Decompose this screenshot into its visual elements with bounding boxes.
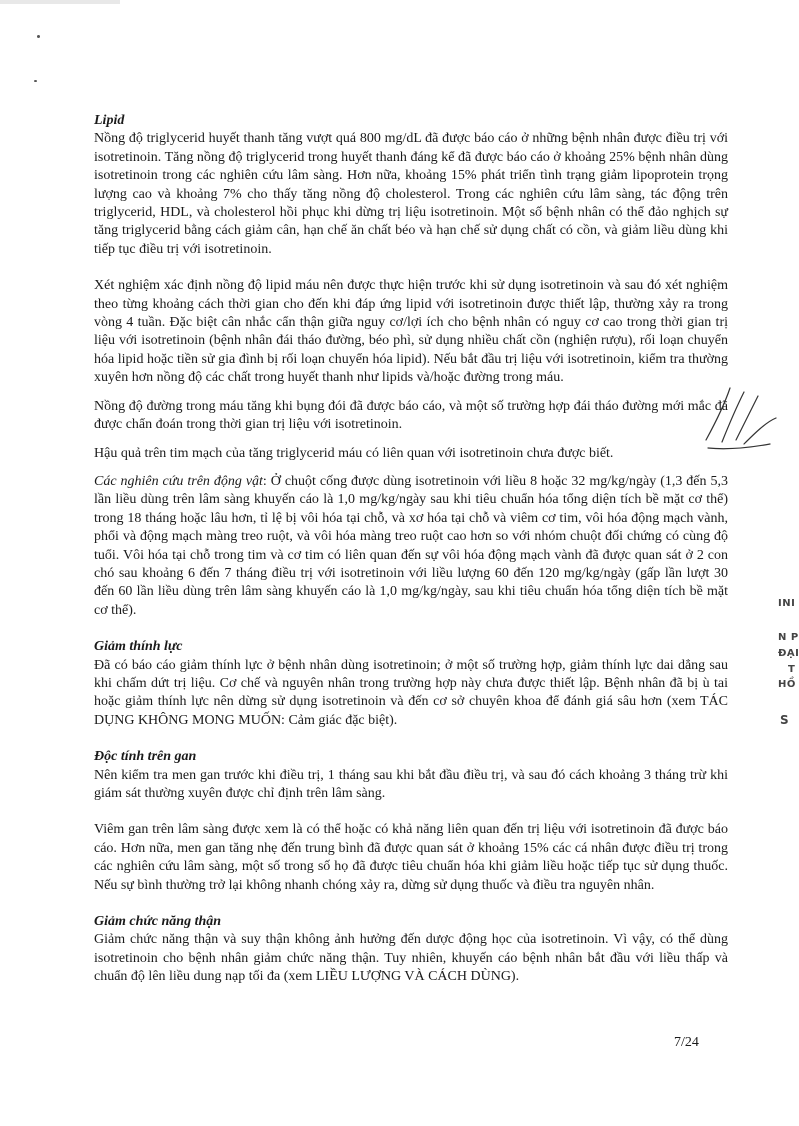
animal-study-text: : Ở chuột cống được dùng isotretinoin với liều 8 hoặc 32 mg/kg/ngày (1,3 đến 5,3 lần liều dùng trên lâm sàng khuyến cáo là 1,0 mg/kg/ngày sau khi tiêu chuẩn hóa tổng diện tích bề mặt cơ thể) trong 18 tháng hoặc lâu hơn, tỉ lệ bị vôi hóa tại chỗ, và xơ hóa tại chỗ và viêm cơ tim, vôi hóa động mạch vành, phổi và động mạch màng treo ruột, và vôi hóa màng treo ruột cao hơn so với nhóm chuột đối chứng có cùng độ tuổi. Vôi hóa tại chỗ trong tim và cơ tim có liên quan đến sự vôi hóa động mạch vành đã được quan sát ở 2 con chó sau khoảng 6 đến 7 tháng điều trị với isotretinoin với liều lượng 60 đến 120 mg/kg/ngày (gấp lần lượt 30 đến 60 lần liều dùng trên lâm sàng khuyến cáo là 1,0 mg/kg/ngày, sau khi tiêu chuẩn hóa tổng diện tích bề mặt cơ thể).	[94, 473, 728, 618]
scan-edge-smudge	[0, 0, 120, 4]
edge-fragment: ĐẠI	[778, 648, 799, 659]
page-number: 7/24	[674, 1035, 699, 1050]
edge-fragment: T	[788, 664, 796, 675]
paragraph: Xét nghiệm xác định nồng độ lipid máu nên được thực hiện trước khi sử dụng isotretinoin và sau đó xét nghiệm theo từng khoảng cách thời gian cho đến khi đáp ứng lipid với isotretinoin được thiết lập, thường xảy ra trong vòng 4 tuần. Đặc biệt cân nhắc cẩn thận giữa nguy cơ/lợi ích cho bệnh nhân có nguy cơ cao trong thời gian trị liệu với isotretinoin (bệnh nhân đái tháo đường, béo phì, sử dụng nhiều chất cồn (nghiện rượu), rối loạn chuyển hóa lipid hoặc tiền sử gia đình bị rối loạn chuyển hóa lipid). Nếu bắt đầu trị liệu với isotretinoin, kiểm tra thường xuyên hơn nồng độ các chất trong huyết thanh như lipids và/hoặc đường trong máu.	[94, 278, 728, 386]
paragraph: Giảm chức năng thận và suy thận không ảnh hưởng đến dược động học của isotretinoin. Vì vậy, có thể dùng isotretinoin cho bệnh nhân giảm chức năng thận. Tuy nhiên, khuyến cáo bệnh nhân bắt đầu với liều thấp và chuẩn độ lên liều dung nạp tối đa (xem LIỀU LƯỢNG VÀ CÁCH DÙNG).	[94, 932, 728, 985]
handwritten-signature-icon	[700, 378, 780, 458]
paragraph: Viêm gan trên lâm sàng được xem là có thể hoặc có khả năng liên quan đến trị liệu với isotretinoin đã được báo cáo. Hơn nữa, men gan tăng nhẹ đến trung bình đã được quan sát ở khoảng 15% các cá nhân được điều trị trong các nghiên cứu lâm sàng, một số trong số họ đã được tiêu chuẩn hóa khi giảm liều hoặc tiếp tục sử dụng thuốc. Nếu sự bình thường trở lại không nhanh chóng xảy ra, dừng sử dụng thuốc và điều tra nguyên nhân.	[94, 822, 728, 893]
section-heading-hearing: Giảm thính lực	[94, 639, 183, 655]
document-body	[94, 112, 728, 987]
edge-fragment: S	[780, 713, 790, 727]
edge-fragment: INI	[778, 598, 796, 609]
section-heading-lipid: Lipid	[94, 113, 125, 128]
paragraph: Hậu quả trên tim mạch của tăng triglycerid máu có liên quan với isotretinoin chưa được biết.	[94, 445, 614, 461]
scan-speck	[37, 35, 40, 38]
edge-fragment: N P	[778, 632, 799, 643]
paragraph: Nên kiểm tra men gan trước khi điều trị, 1 tháng sau khi bắt đầu điều trị, và sau đó cách khoảng 3 tháng trừ khi giám sát thường xuyên được chỉ định trên lâm sàng.	[94, 767, 728, 801]
scan-speck	[34, 80, 37, 82]
animal-study-paragraph	[94, 473, 728, 620]
section-heading-liver: Độc tính trên gan	[94, 749, 197, 765]
paragraph: Nồng độ đường trong máu tăng khi bụng đói đã được báo cáo, và một số trường hợp đái tháo đường mới mắc đã được chẩn đoán trong thời gian trị liệu với isotretinoin.	[94, 398, 728, 433]
animal-study-label: Các nghiên cứu trên động vật	[94, 473, 263, 489]
section-heading-kidney: Giảm chức năng thận	[94, 914, 222, 930]
paragraph: Đã có báo cáo giảm thính lực ở bệnh nhân dùng isotretinoin; ở một số trường hợp, giảm thính lực dai dẳng sau khi chấm dứt trị liệu. Cơ chế và nguyên nhân trong trường hợp này chưa được thiết lập. Bệnh nhân đã bị ù tai hoặc giảm thính lực nên dừng sử dụng isotretinoin và đến cơ sở chuyên khoa để đánh giá sâu hơn (xem TÁC DỤNG KHÔNG MONG MUỐN: Cảm giác đặc biệt).	[94, 657, 728, 728]
edge-fragment: HỒ	[778, 679, 796, 690]
paragraph: Nồng độ triglycerid huyết thanh tăng vượt quá 800 mg/dL đã được báo cáo ở những bệnh nhân được điều trị với isotretinoin. Tăng nồng độ triglycerid trong huyết thanh đáng kể đã được báo cáo ở khoảng 25% bệnh nhân dùng isotretinoin trong các nghiên cứu lâm sàng. Hơn nữa, khoảng 15% phát triển tình trạng giảm lipoprotein trọng lượng cao và khoảng 7% cho thấy tăng nồng độ cholesterol. Trong các nghiên cứu lâm sàng, tác động trên triglycerid, HDL, và cholesterol hồi phục khi dừng trị liệu isotretinoin. Một số bệnh nhân có thể đảo nghịch sự tăng triglycerid bằng cách giảm cân, hạn chế ăn chất béo và hạn chế sử dụng chất có cồn, và giảm liều dùng khi tiếp tục điều trị với isotretinoin.	[94, 131, 728, 257]
